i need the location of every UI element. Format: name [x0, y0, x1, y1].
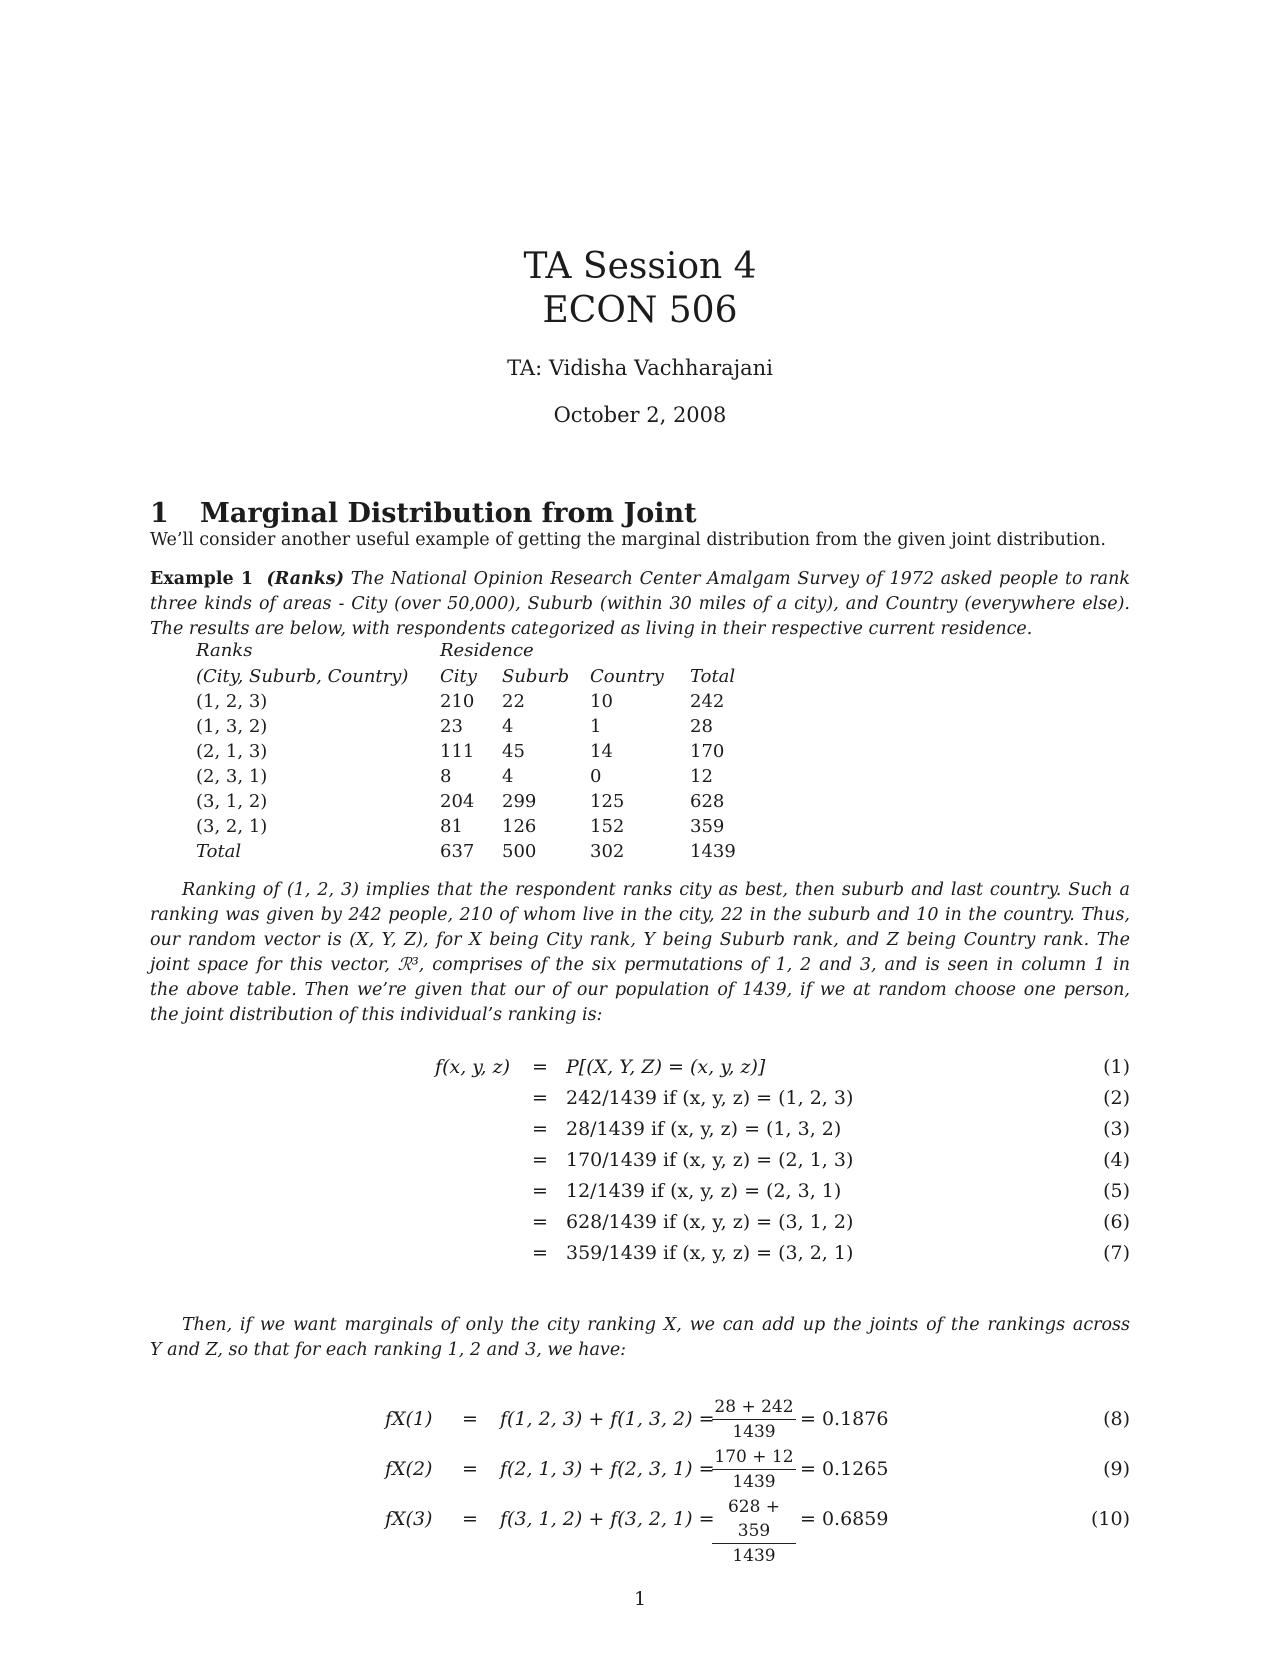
table-total-row	[196, 839, 770, 864]
example-line-3: The results are below, with respondents categorized as living in their respective current residence.	[150, 619, 1033, 639]
paragraph-line: the above table. Then we’re given that our of our population of 1439, if we at random choose one person,	[150, 980, 1130, 1000]
equation-number: (2)	[1103, 1087, 1130, 1109]
table-row	[196, 739, 770, 764]
fraction	[712, 1445, 796, 1494]
paragraph-line: ranking was given by 242 people, 210 of whom live in the city, 22 in the suburb and 10 in the country. Thus,	[150, 905, 1130, 925]
author-line: TA: Vidisha Vachharajani	[507, 356, 773, 380]
table-cell: 81	[440, 816, 463, 837]
table-cell: 302	[590, 841, 625, 862]
table-cell: (2, 3, 1)	[196, 766, 268, 787]
marginal-expression: f(2, 1, 3) + f(2, 3, 1) =	[500, 1458, 715, 1480]
fraction-denominator: 1439	[732, 1422, 776, 1442]
marginal-equation-row	[0, 1495, 1280, 1566]
equation-relation: =	[462, 1458, 478, 1480]
marginal-expression: f(1, 2, 3) + f(1, 3, 2) =	[500, 1408, 715, 1430]
ranks-table	[196, 664, 770, 864]
example-text-1: The National Opinion Research Center Amalgam Survey of 1972 asked people to rank	[350, 569, 1130, 589]
paragraph-line: Then, if we want marginals of only the city ranking X, we can add up the joints of the rankings across	[182, 1315, 1130, 1335]
table-cell: 111	[440, 741, 475, 762]
table-header-cell: Suburb	[502, 666, 570, 687]
equation-number: (8)	[1103, 1408, 1130, 1430]
equation-relation: =	[532, 1087, 548, 1109]
table-cell: 4	[502, 716, 514, 737]
equation-row	[0, 1083, 1280, 1114]
equation-number: (9)	[1103, 1458, 1130, 1480]
marginal-expression: f(3, 1, 2) + f(3, 2, 1) =	[500, 1508, 715, 1530]
marginal-equation-row	[0, 1445, 1280, 1495]
fraction-numerator: 28 + 242	[712, 1395, 796, 1420]
fraction-numerator: 170 + 12	[712, 1445, 796, 1470]
paragraph-line: Ranking of (1, 2, 3) implies that the respondent ranks city as best, then suburb and last country. Such a	[182, 880, 1130, 900]
table-header-cell: Country	[590, 666, 664, 687]
equation-number: (6)	[1103, 1211, 1130, 1233]
table-cell: 45	[502, 741, 525, 762]
table-group-header-ranks: Ranks	[196, 640, 253, 661]
equation-row	[0, 1145, 1280, 1176]
fraction	[712, 1395, 796, 1444]
equation-relation: =	[532, 1118, 548, 1140]
table-cell: 628	[690, 791, 725, 812]
equation-row	[0, 1207, 1280, 1238]
equation-row	[0, 1052, 1280, 1083]
equation-rhs: 28/1439 if (x, y, z) = (1, 3, 2)	[566, 1118, 842, 1140]
table-cell: 12	[690, 766, 713, 787]
table-cell: 210	[440, 691, 475, 712]
equation-number: (4)	[1103, 1149, 1130, 1171]
equation-relation: =	[532, 1211, 548, 1233]
ranking-paragraph	[150, 878, 1130, 1028]
table-cell: (2, 1, 3)	[196, 741, 268, 762]
equation-relation: =	[462, 1508, 478, 1530]
section-title: Marginal Distribution from Joint	[200, 498, 697, 529]
table-cell: 152	[590, 816, 625, 837]
equation-row	[0, 1114, 1280, 1145]
table-cell: 242	[690, 691, 725, 712]
date-line: October 2, 2008	[553, 403, 727, 427]
fraction	[712, 1495, 796, 1568]
equation-number: (10)	[1090, 1508, 1130, 1530]
example-paragraph	[150, 567, 1130, 642]
equation-lhs: f(x, y, z)	[435, 1056, 510, 1078]
table-cell: 14	[590, 741, 613, 762]
table-cell: 28	[690, 716, 713, 737]
marginal-lhs: fX(2)	[385, 1458, 433, 1480]
table-cell: 299	[502, 791, 537, 812]
table-cell: 22	[502, 691, 525, 712]
fraction-denominator: 1439	[732, 1546, 776, 1566]
fraction-numerator: 628 + 359	[712, 1495, 796, 1544]
marginal-lhs: fX(1)	[385, 1408, 433, 1430]
table-header-cell: (City, Suburb, Country)	[196, 666, 409, 687]
marginal-result: = 0.6859	[800, 1508, 889, 1530]
equation-relation: =	[532, 1056, 548, 1078]
table-cell: 10	[590, 691, 613, 712]
paragraph-line: the joint distribution of this individual’s ranking is:	[150, 1005, 603, 1025]
table-header-row	[196, 664, 770, 689]
equation-relation: =	[532, 1242, 548, 1264]
marginal-equation-row	[0, 1395, 1280, 1445]
marginal-result: = 0.1876	[800, 1408, 889, 1430]
equation-relation: =	[532, 1180, 548, 1202]
equation-rhs: 12/1439 if (x, y, z) = (2, 3, 1)	[566, 1180, 842, 1202]
equation-row	[0, 1238, 1280, 1269]
table-cell: 126	[502, 816, 537, 837]
paragraph-line: Y and Z, so that for each ranking 1, 2 and 3, we have:	[150, 1340, 627, 1360]
table-cell: 4	[502, 766, 514, 787]
table-cell: (1, 3, 2)	[196, 716, 268, 737]
example-label: Example 1	[150, 569, 254, 589]
table-cell: Total	[196, 841, 242, 862]
marginal-lhs: fX(3)	[385, 1508, 433, 1530]
table-cell: 8	[440, 766, 452, 787]
table-cell: 204	[440, 791, 475, 812]
table-header-cell: Total	[690, 666, 736, 687]
example-line-2: three kinds of areas - City (over 50,000), Suburb (within 30 miles of a city), and Country (everywhere else).	[150, 594, 1130, 614]
title-line-1: TA Session 4	[523, 246, 757, 287]
paragraph-line: joint space for this vector, ℛ³, comprises of the six permutations of 1, 2 and 3, and is seen in column 1 in	[150, 955, 1130, 975]
table-cell: 1439	[690, 841, 736, 862]
table-cell: 1	[590, 716, 602, 737]
equation-number: (5)	[1103, 1180, 1130, 1202]
equation-relation: =	[532, 1149, 548, 1171]
table-row	[196, 814, 770, 839]
table-header-cell: City	[440, 666, 477, 687]
table-cell: (1, 2, 3)	[196, 691, 268, 712]
table-cell: 23	[440, 716, 463, 737]
equation-rhs: P[(X, Y, Z) = (x, y, z)]	[566, 1056, 766, 1078]
table-cell: 637	[440, 841, 475, 862]
example-tag: (Ranks)	[266, 569, 345, 589]
table-row	[196, 789, 770, 814]
table-cell: (3, 2, 1)	[196, 816, 268, 837]
equation-number: (3)	[1103, 1118, 1130, 1140]
equation-rhs: 242/1439 if (x, y, z) = (1, 2, 3)	[566, 1087, 854, 1109]
table-cell: 170	[690, 741, 725, 762]
example-line-1	[150, 567, 1130, 592]
table-group-header-residence: Residence	[440, 640, 534, 661]
equation-row	[0, 1176, 1280, 1207]
equation-rhs: 628/1439 if (x, y, z) = (3, 1, 2)	[566, 1211, 854, 1233]
intro-paragraph: We’ll consider another useful example of getting the marginal distribution from the given joint distribution.	[150, 530, 1106, 550]
equation-number: (1)	[1103, 1056, 1130, 1078]
equation-relation: =	[462, 1408, 478, 1430]
page-number: 1	[633, 1588, 647, 1610]
table-cell: 125	[590, 791, 625, 812]
table-row	[196, 689, 770, 714]
section-number: 1	[150, 498, 169, 529]
equation-rhs: 170/1439 if (x, y, z) = (2, 1, 3)	[566, 1149, 854, 1171]
equation-number: (7)	[1103, 1242, 1130, 1264]
table-cell: (3, 1, 2)	[196, 791, 268, 812]
section-heading	[150, 498, 697, 529]
table-row	[196, 714, 770, 739]
table-row	[196, 764, 770, 789]
table-cell: 359	[690, 816, 725, 837]
marginal-result: = 0.1265	[800, 1458, 889, 1480]
document-title	[0, 245, 1280, 333]
title-line-2: ECON 506	[542, 290, 738, 331]
equation-rhs: 359/1439 if (x, y, z) = (3, 2, 1)	[566, 1242, 854, 1264]
table-cell: 500	[502, 841, 537, 862]
fraction-denominator: 1439	[732, 1472, 776, 1492]
paragraph-line: our random vector is (X, Y, Z), for X being City rank, Y being Suburb rank, and Z being Country rank. The	[150, 930, 1130, 950]
then-paragraph	[150, 1313, 1130, 1363]
table-cell: 0	[590, 766, 602, 787]
